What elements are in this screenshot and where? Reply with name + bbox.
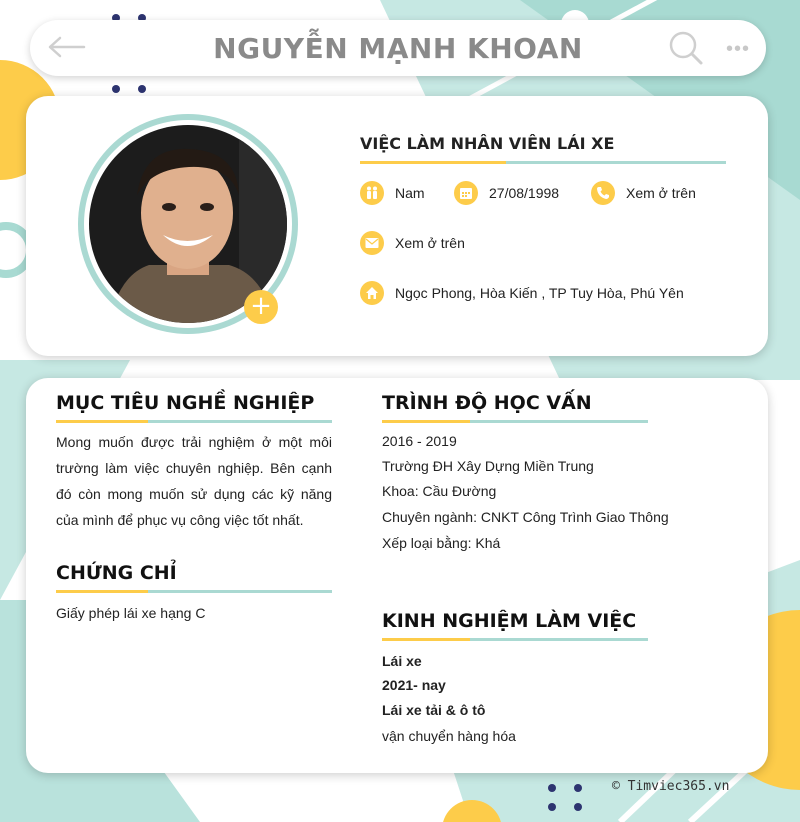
address-row — [360, 281, 684, 305]
experience-position: Lái xe — [382, 653, 422, 669]
phone-value: Xem ở trên — [626, 185, 696, 201]
address-value: Ngọc Phong, Hòa Kiến , TP Tuy Hòa, Phú Yên — [395, 285, 684, 301]
experience-underline-rest — [470, 638, 648, 641]
education-underline-rest — [470, 420, 648, 423]
email-row — [360, 231, 465, 255]
calendar-icon — [454, 181, 478, 205]
birthday-value: 27/08/1998 — [489, 185, 560, 201]
phone-row — [591, 181, 696, 205]
phone-icon — [591, 181, 615, 205]
objective-underline — [56, 420, 148, 423]
birthday-row — [454, 181, 559, 205]
education-underline — [382, 420, 470, 423]
education-school: Trường ĐH Xây Dựng Miền Trung — [382, 458, 594, 474]
certificates-underline — [56, 590, 148, 593]
email-icon — [360, 231, 384, 255]
experience-underline — [382, 638, 470, 641]
email-value: Xem ở trên — [395, 235, 465, 251]
education-heading: TRÌNH ĐỘ HỌC VẤN — [382, 392, 592, 414]
profile-card — [26, 96, 768, 356]
experience-role: Lái xe tải & ô tô — [382, 702, 486, 718]
education-grade: Xếp loại bằng: Khá — [382, 535, 501, 551]
job-title-underline-rest — [506, 161, 726, 164]
education-major: Chuyên ngành: CNKT Công Trình Giao Thông — [382, 509, 669, 525]
job-title: VIỆC LÀM NHÂN VIÊN LÁI XE — [360, 134, 615, 153]
copyright: © Timviec365.vn — [612, 779, 730, 794]
gender-row — [360, 181, 425, 205]
add-photo-button[interactable]: + — [244, 290, 278, 324]
gender-value: Nam — [395, 185, 425, 201]
gender-icon — [360, 181, 384, 205]
header-bar — [30, 20, 766, 76]
objective-underline-rest — [148, 420, 332, 423]
experience-period: 2021- nay — [382, 677, 446, 693]
objective-heading: MỤC TIÊU NGHỀ NGHIỆP — [56, 392, 315, 414]
page-title: NGUYỄN MẠNH KHOAN — [213, 32, 583, 65]
objective-text: Mong muốn được trải nghiệm ở một môi trường làm việc chuyên nghiệp. Bên cạnh đó còn mong muốn sử dụng các kỹ năng của mình để phục vụ công việc tốt nhất. — [56, 434, 332, 528]
certificate-item: Giấy phép lái xe hạng C — [56, 605, 206, 621]
job-title-underline — [360, 161, 506, 164]
home-icon — [360, 281, 384, 305]
education-period: 2016 - 2019 — [382, 433, 457, 449]
certificates-underline-rest — [148, 590, 332, 593]
education-faculty: Khoa: Cầu Đường — [382, 483, 497, 499]
experience-description: vận chuyển hàng hóa — [382, 728, 516, 744]
content-card — [26, 378, 768, 773]
certificates-heading: CHỨNG CHỈ — [56, 562, 177, 584]
more-options-icon[interactable]: ••• — [726, 38, 751, 60]
search-icon[interactable] — [668, 30, 704, 71]
experience-heading: KINH NGHIỆM LÀM VIỆC — [382, 610, 637, 632]
